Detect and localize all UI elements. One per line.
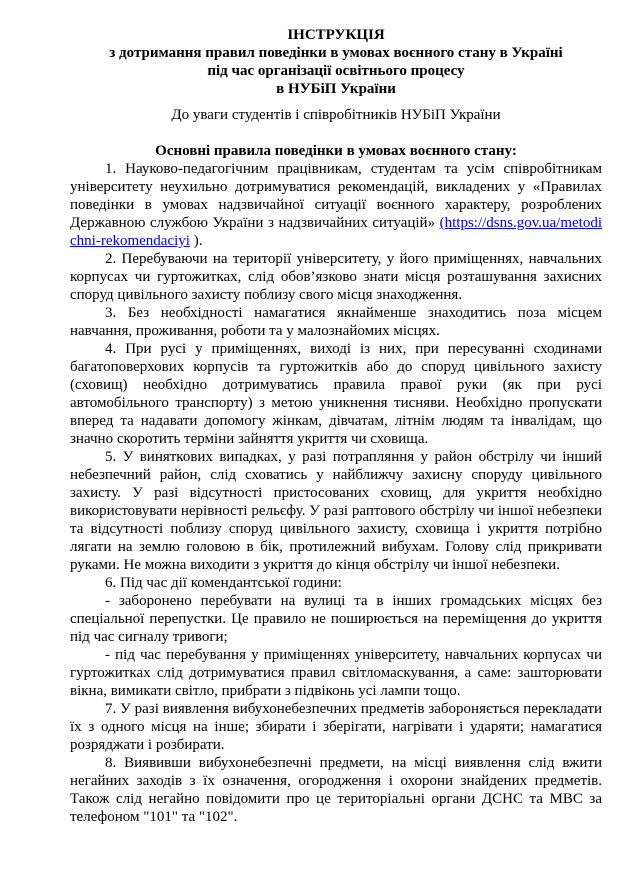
- title-line-1: ІНСТРУКЦІЯ: [287, 27, 385, 43]
- spacer: [70, 98, 602, 106]
- paragraph-1: [70, 160, 602, 250]
- dsns-link[interactable]: (https://dsns.gov.ua/metodichni-rekomendaciyi: [70, 215, 602, 249]
- paragraph-6-intro: 6. Під час дії комендантської години:: [105, 575, 342, 591]
- paragraph-6-item-2: - під час перебування у приміщеннях університету, навчальних корпусах чи гуртожитках слід дотримуватися правил світломаскування, а саме: зашторювати вікна, вимикати світло, прибрати з підвіконь усі лампи тощо.: [70, 647, 602, 699]
- paragraph-2: 2. Перебуваючи на території університету, у його приміщеннях, навчальних корпусах чи гуртожитках, слід обов’язково знати місця розташування захисних споруд цивільного захисту поблизу свого місця знаходження.: [70, 251, 602, 303]
- document-title-block: [70, 26, 602, 98]
- title-line-2: з дотримання правил поведінки в умовах воєнного стану в Україні: [109, 45, 563, 61]
- paragraph-8: 8. Виявивши вибухонебезпечні предмети, на місці виявлення слід вжити негайних заходів з їх означення, огородження і охорони знайдених предметів. Також слід негайно повідомити про це територіальні органи ДСНС та МВС за телефоном "101" та "102".: [70, 755, 602, 825]
- title-line-3: під час організації освітнього процесу: [207, 63, 465, 79]
- salutation: До уваги студентів і співробітників НУБіП України: [171, 107, 501, 123]
- paragraph-4: 4. При русі у приміщеннях, виході із них, при пересуванні сходинами багатоповерхових корпусів та гуртожитків або до споруд цивільного захисту (сховищ) необхідно дотримуватись правила правої руки (як при русі автомобільного транспорту) з метою уникнення тисняви. Необхідно пропускати вперед та надавати допомогу жінкам, дівчатам, літнім людям та інвалідам, що значно скоротить терміни зайняття укриття чи сховища.: [70, 341, 602, 447]
- section-heading: Основні правила поведінки в умовах воєнного стану:: [155, 143, 517, 159]
- paragraph-5: 5. У виняткових випадках, у разі потрапляння у район обстрілу чи інший небезпечний район, слід сховатись у найближчу захисну споруду цивільного захисту. У разі відсутності пристосованих сховищ, для укриття необхідно використовувати нерівності рельєфу. У разі раптового обстрілу чи іншої небезпеки та відсутності поблизу споруд цивільного захисту, сховища і укриття потрібно лягати на землю головою в бік, протилежний вибухам. Голову слід прикривати руками. Не можна виходити з укриття до кінця обстрілу чи іншої небезпеки.: [70, 449, 602, 573]
- paragraph-1-tail: ).: [189, 233, 203, 249]
- paragraph-6-item-1: - заборонено перебувати на вулиці та в інших громадських місцях без спеціальної перепустки. Це правило не поширюється на переміщення до укриття під час сигналу тривоги;: [70, 593, 602, 645]
- paragraph-1-text: 1. Науково-педагогічним працівникам, студентам та усім співробітникам університету неухильно дотримуватися рекомендацій, викладених у «Правилах поведінки в умовах надзвичайної ситуації воєнного характеру, розроблених Державною службою України з надзвичайних ситуацій»: [70, 161, 602, 231]
- paragraph-3: 3. Без необхідності намагатися якнайменше знаходитись поза місцем навчання, проживання, роботи та у малознайомих місцях.: [70, 305, 602, 339]
- spacer: [70, 124, 602, 142]
- title-line-4: в НУБіП України: [276, 81, 396, 97]
- paragraph-7: 7. У разі виявлення вибухонебезпечних предметів забороняється перекладати їх з одного місця на інше; збирати і зберігати, нагрівати і ударяти; намагатися розряджати і розбирати.: [70, 701, 602, 753]
